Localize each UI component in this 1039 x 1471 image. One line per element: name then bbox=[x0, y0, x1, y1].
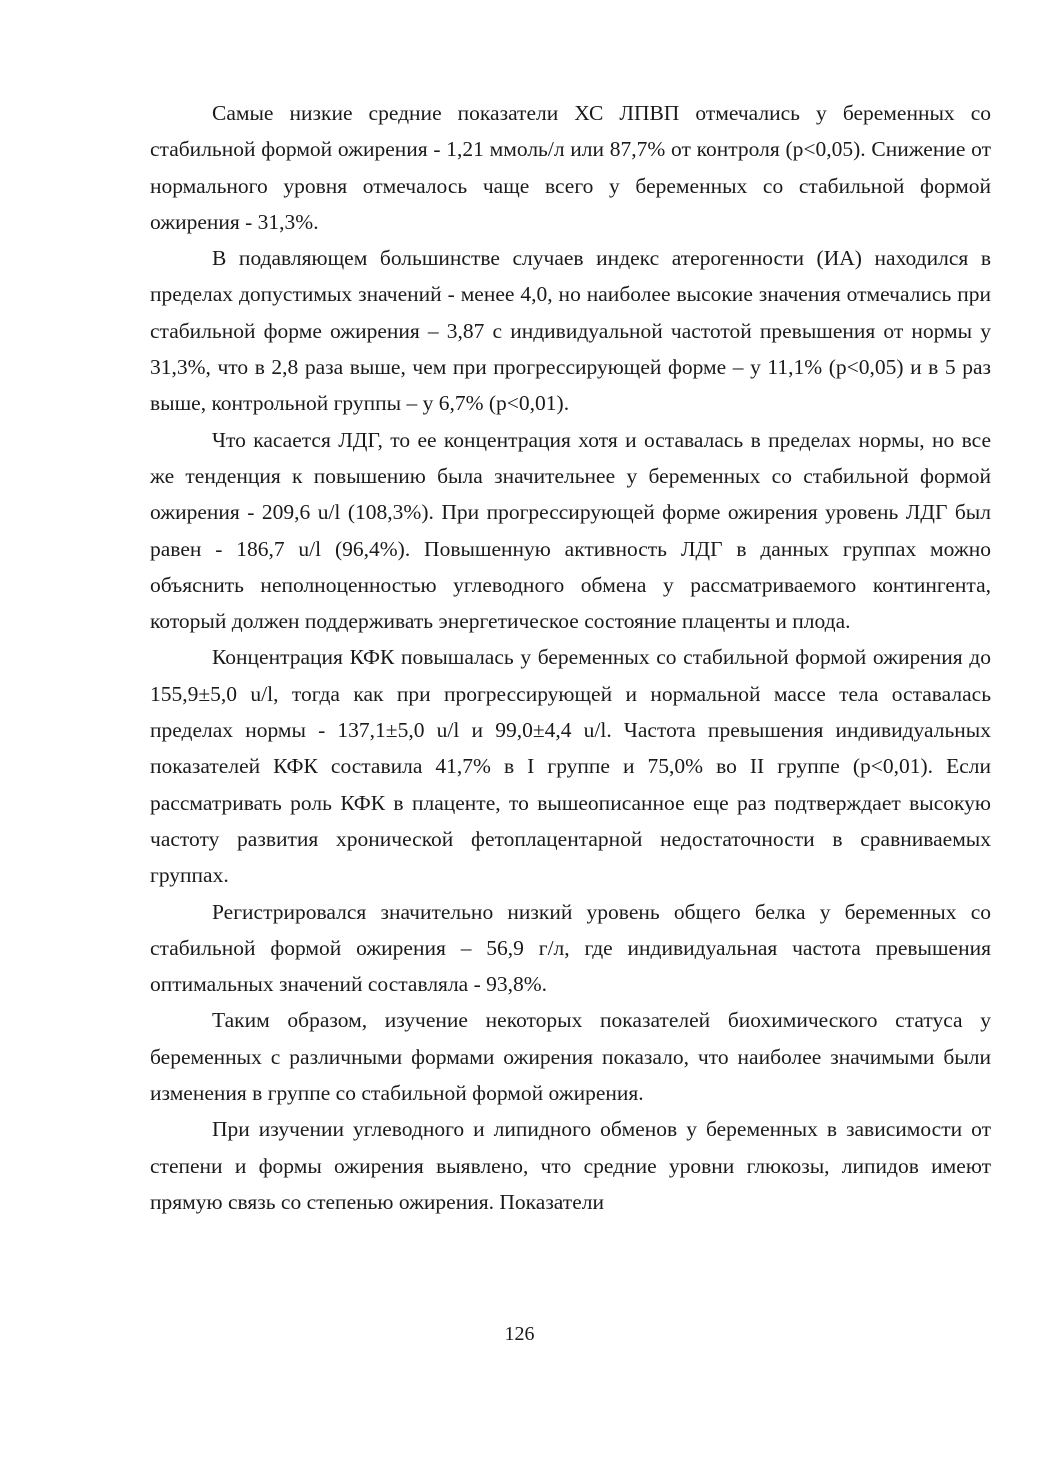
paragraph-cpk: Концентрация КФК повышалась у беременных со стабильной формой ожирения до 155,9±5,0 u/l, тогда как при прогрессирующей и нормальной массе тела оставалась пределах нормы - 137,1±5,0 u/l и 99,0±4,4 u/l. Частота превышения индивидуальных показателей КФК составила 41,7% в I группе и 75,0% во II группе (р<0,01). Если рассматривать роль КФК в плаценте, то вышеописанное еще раз подтверждает высокую частоту развития хронической фетоплацентарной недостаточности в сравниваемых группах. bbox=[150, 645, 991, 888]
body-text bbox=[150, 95, 991, 1220]
paragraph-atherogenic-index: В подавляющем большинстве случаев индекс атерогенности (ИА) находился в пределах допустимых значений - менее 4,0, но наиболее высокие значения отмечались при стабильной форме ожирения – 3,87 с индивидуальной частотой превышения от нормы у 31,3%, что в 2,8 раза выше, чем при прогрессирующей форме – у 11,1% (р<0,05) и в 5 раз выше, контрольной группы – у 6,7% (р<0,01). bbox=[150, 246, 991, 416]
paragraph-carbohydrate-lipid: При изучении углеводного и липидного обменов у беременных в зависимости от степени и формы ожирения выявлено, что средние уровни глюкозы, липидов имеют прямую связь со степенью ожирения. Показатели bbox=[150, 1117, 991, 1214]
paragraph-hdl-cholesterol: Самые низкие средние показатели ХС ЛПВП отмечались у беременных со стабильной формой ожирения - 1,21 ммоль/л или 87,7% от контроля (р<0,05). Снижение от нормального уровня отмечалось чаще всего у беременных со стабильной формой ожирения - 31,3%. bbox=[150, 101, 991, 234]
paragraph-conclusion: Таким образом, изучение некоторых показателей биохимического статуса у беременных с различными формами ожирения показало, что наиболее значимыми были изменения в группе со стабильной формой ожирения. bbox=[150, 1008, 991, 1106]
paragraph-total-protein: Регистрировался значительно низкий уровень общего белка у беременных со стабильной формой ожирения – 56,9 г/л, где индивидуальная частота превышения оптимальных значений составляла - 93,8%. bbox=[150, 899, 991, 997]
paragraph-ldh: Что касается ЛДГ, то ее концентрация хотя и оставалась в пределах нормы, но все же тенденция к повышению была значительнее у беременных со стабильной формой ожирения - 209,6 u/l (108,3%). При прогрессирующей форме ожирения уровень ЛДГ был равен - 186,7 u/l (96,4%). Повышенную активность ЛДГ в данных группах можно объяснить неполноценностью углеводного обмена у рассматриваемого контингента, который должен поддерживать энергетическое состояние плаценты и плода. bbox=[150, 427, 991, 634]
page-number: 126 bbox=[504, 1323, 535, 1345]
